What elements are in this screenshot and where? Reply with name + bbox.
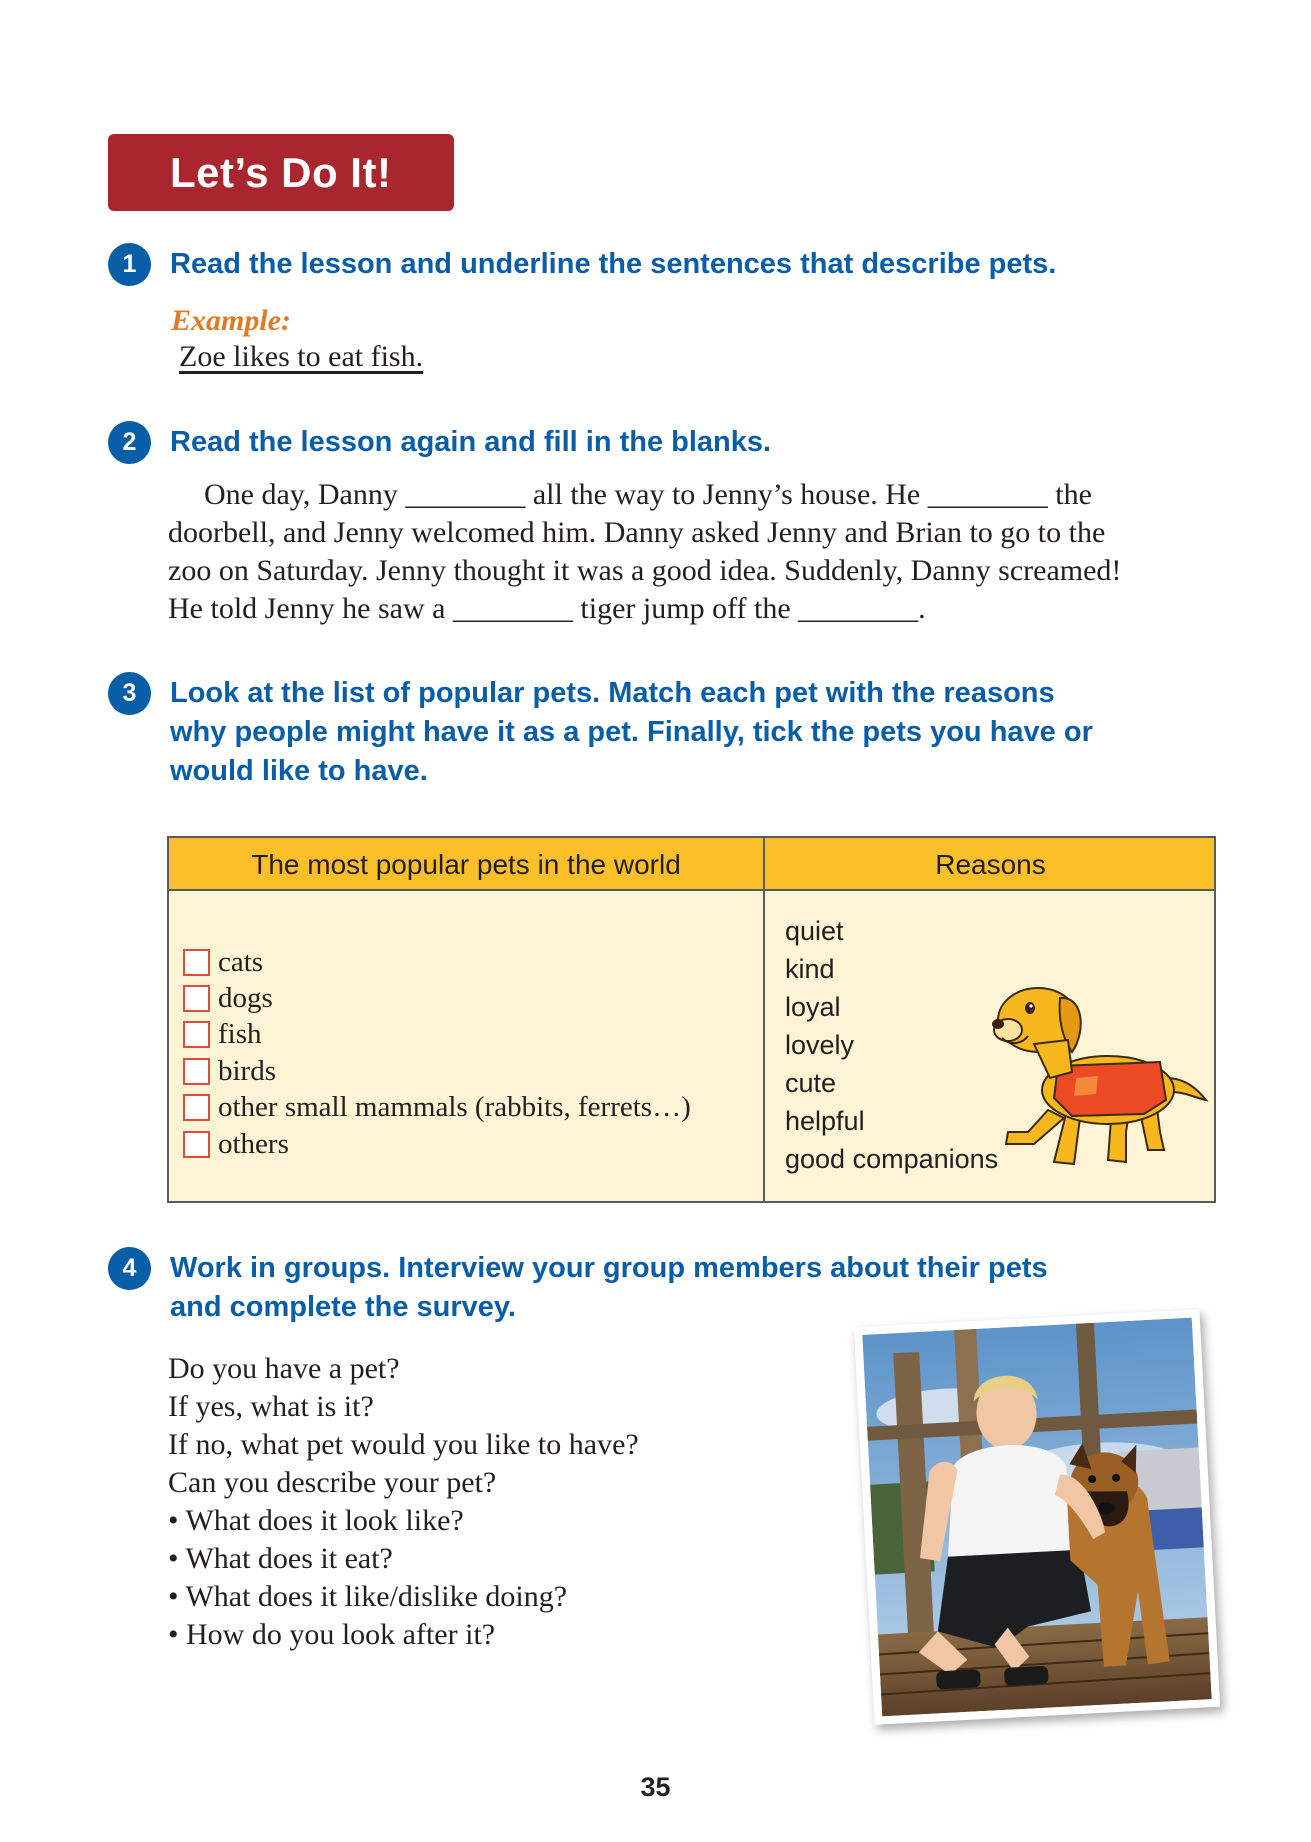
pet-checkbox[interactable] — [183, 985, 210, 1012]
reason-list — [785, 912, 998, 1178]
reason-item: loyal — [785, 992, 841, 1022]
pet-checkbox[interactable] — [183, 1131, 210, 1158]
question-number: 1 — [108, 243, 151, 286]
survey-questions — [168, 1350, 639, 1654]
survey-line: Can you describe your pet? — [168, 1466, 497, 1499]
section-banner — [108, 134, 454, 211]
reason-item: cute — [785, 1068, 837, 1098]
pet-label: fish — [218, 1018, 262, 1051]
question-text: Read the lesson and underline the sentences that describe pets. — [170, 248, 1057, 280]
survey-line: Do you have a pet? — [168, 1352, 400, 1385]
example-label: Example: — [171, 304, 291, 337]
photo-image — [862, 1318, 1212, 1717]
cartoon-dog-illustration — [988, 982, 1210, 1174]
paragraph-line: One day, Danny ________ all the way to Jenny’s house. He ________ the — [204, 478, 1092, 511]
reason-item: lovely — [785, 1030, 855, 1060]
reason-item: helpful — [785, 1106, 865, 1136]
survey-line: • What does it eat? — [168, 1542, 393, 1575]
pet-checkbox[interactable] — [183, 1058, 210, 1085]
question-number: 3 — [108, 672, 151, 715]
pet-checkbox[interactable] — [183, 1094, 210, 1121]
question-text-line: why people might have it as a pet. Finally, tick the pets you have or — [170, 716, 1093, 748]
survey-line: • How do you look after it? — [168, 1618, 496, 1651]
paragraph-line: zoo on Saturday. Jenny thought it was a good idea. Suddenly, Danny screamed! — [168, 554, 1122, 587]
pet-item-small-mammals — [183, 1090, 691, 1126]
reason-item: good companions — [785, 1144, 999, 1174]
paragraph-line: doorbell, and Jenny welcomed him. Danny asked Jenny and Brian to go to the — [168, 516, 1106, 549]
header-pets: The most popular pets in the world — [251, 849, 681, 880]
pet-list — [183, 944, 691, 1162]
pet-checkbox[interactable] — [183, 949, 210, 976]
question-text-line: Work in groups. Interview your group members about their pets — [170, 1252, 1048, 1284]
pet-item-birds — [183, 1053, 691, 1089]
question-text-line: would like to have. — [170, 755, 428, 787]
question-text-line: Look at the list of popular pets. Match each pet with the reasons — [170, 677, 1055, 709]
column-divider — [763, 838, 765, 1201]
pet-label: cats — [218, 945, 264, 978]
question-text — [170, 1249, 1048, 1327]
survey-line: If no, what pet would you like to have? — [168, 1428, 639, 1461]
pet-item-others — [183, 1126, 691, 1162]
table-header — [169, 838, 1214, 891]
pet-label: dogs — [218, 982, 273, 1015]
pet-item-dogs — [183, 980, 691, 1016]
pet-item-fish — [183, 1017, 691, 1053]
page-number: 35 — [640, 1772, 671, 1802]
pet-checkbox[interactable] — [183, 1021, 210, 1048]
pet-label: birds — [218, 1054, 276, 1087]
paragraph-line: He told Jenny he saw a ________ tiger jump off the ________. — [168, 592, 926, 625]
section-title: Let’s Do It! — [170, 149, 392, 196]
question-number: 4 — [108, 1247, 151, 1290]
boy-with-dog-photo — [854, 1309, 1220, 1725]
question-text-line: and complete the survey. — [170, 1291, 516, 1323]
pet-item-cats — [183, 944, 691, 980]
survey-line: • What does it look like? — [168, 1504, 464, 1537]
example-sentence: Zoe likes to eat fish. — [179, 340, 424, 373]
question-number: 2 — [108, 421, 151, 464]
pet-label: others — [218, 1127, 289, 1160]
survey-line: • What does it like/dislike doing? — [168, 1580, 568, 1613]
reason-item: kind — [785, 954, 835, 984]
header-reasons: Reasons — [935, 849, 1046, 880]
question-text — [170, 674, 1093, 791]
question-text: Read the lesson again and fill in the blanks. — [170, 426, 772, 458]
reason-item: quiet — [785, 916, 844, 946]
pet-label: other small mammals (rabbits, ferrets…) — [218, 1091, 691, 1124]
survey-line: If yes, what is it? — [168, 1390, 374, 1423]
fill-in-paragraph — [168, 476, 1228, 628]
